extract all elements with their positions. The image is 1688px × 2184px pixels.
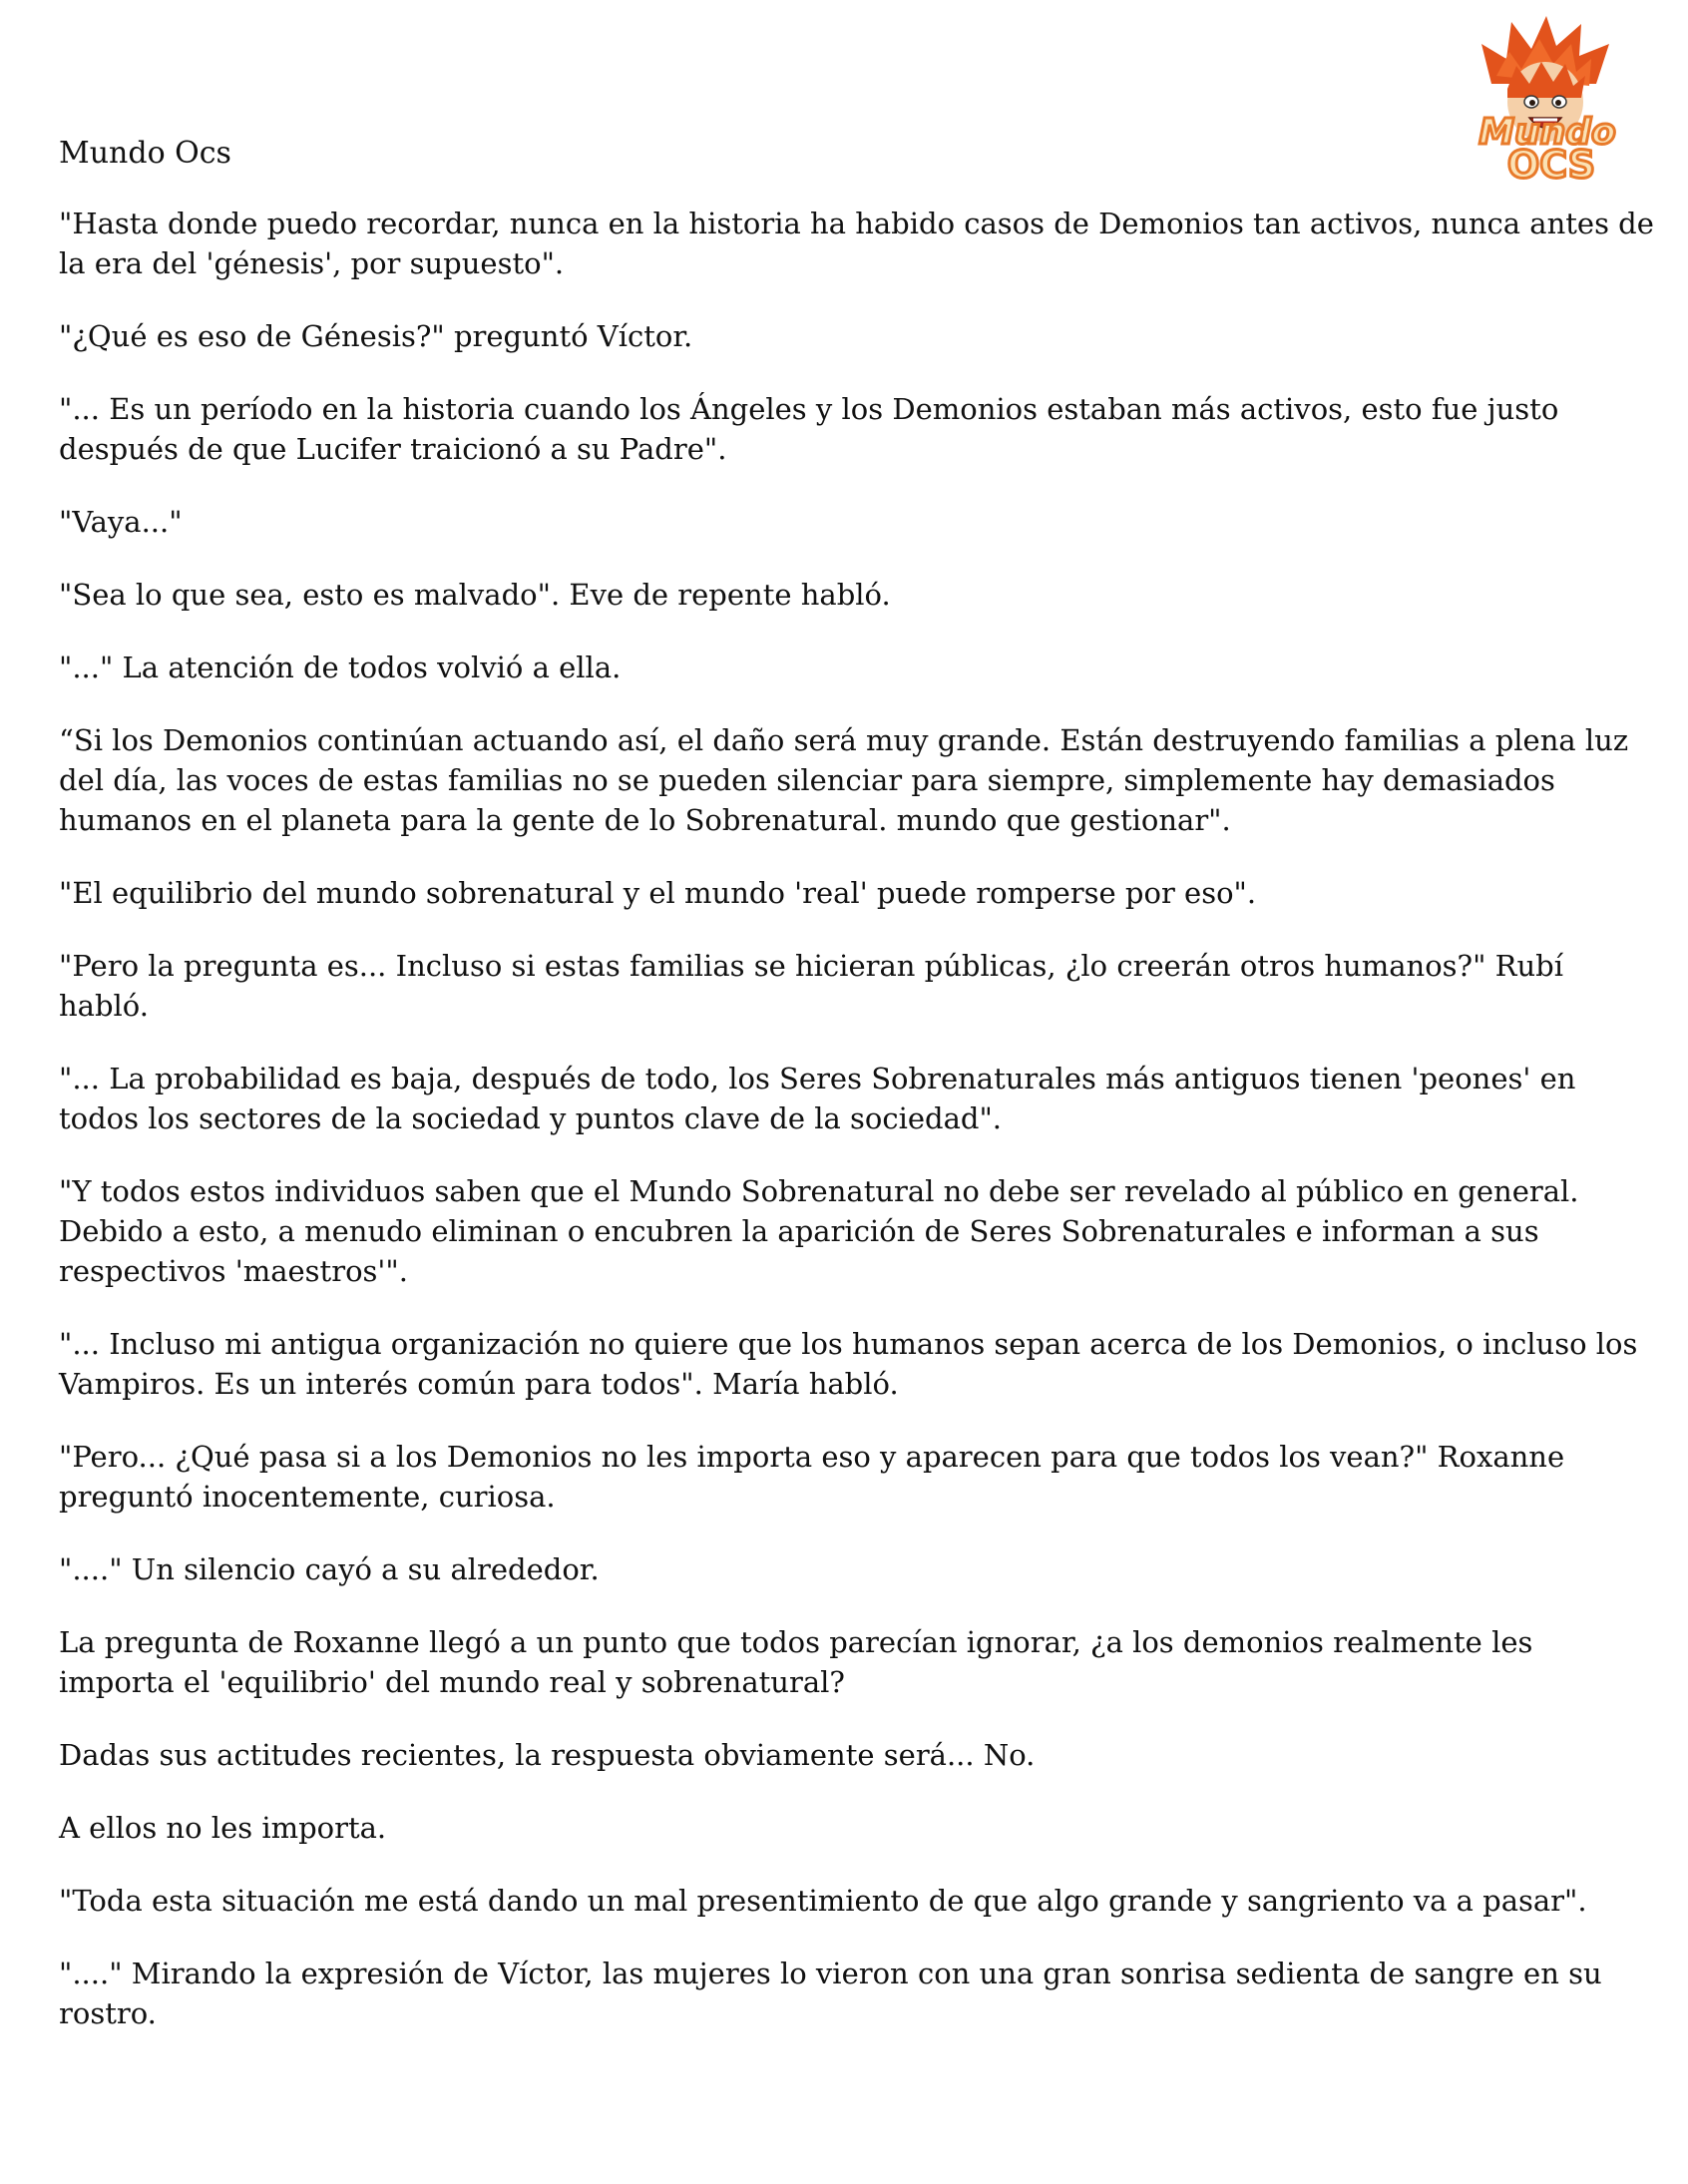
paragraph: A ellos no les importa. <box>59 1811 387 1845</box>
paragraph: "Toda esta situación me está dando un mal presentimiento de que algo grande y sangriento va a pasar". <box>59 1884 1587 1918</box>
paragraph: "...." Mirando la expresión de Víctor, las mujeres lo vieron con una gran sonrisa sedienta de sangre en su rostro. <box>59 1957 1602 2030</box>
paragraph: "El equilibrio del mundo sobrenatural y el mundo 'real' puede romperse por eso". <box>59 876 1257 910</box>
paragraph: "Y todos estos individuos saben que el Mundo Sobrenatural no debe ser revelado al público en general. Debido a esto, a menudo eliminan o encubren la aparición de Seres Sobrenaturales e informan a sus respectivos 'maestros'". <box>59 1174 1579 1288</box>
paragraph: "...." Un silencio cayó a su alrededor. <box>59 1552 600 1586</box>
logo-text-ocs: OCS <box>1506 143 1596 184</box>
page-header-title: Mundo Ocs <box>59 136 231 171</box>
paragraph: “Si los Demonios continúan actuando así, el daño será muy grande. Están destruyendo familias a plena luz del día, las voces de estas familias no se pueden silenciar para siempre, simplemente hay demasiados humanos en el planeta para la gente de lo Sobrenatural. mundo que gestionar". <box>59 723 1629 837</box>
paragraph: "Pero... ¿Qué pasa si a los Demonios no les importa eso y aparecen para que todos los vean?" Roxanne preguntó inocentemente, curiosa. <box>59 1440 1565 1514</box>
paragraph: "Sea lo que sea, esto es malvado". Eve de repente habló. <box>59 578 891 612</box>
paragraph: La pregunta de Roxanne llegó a un punto que todos parecían ignorar, ¿a los demonios realmente les importa el 'equilibrio' del mundo real y sobrenatural? <box>59 1625 1533 1699</box>
paragraph: "... La probabilidad es baja, después de todo, los Seres Sobrenaturales más antiguos tienen 'peones' en todos los sectores de la sociedad y puntos clave de la sociedad". <box>59 1062 1576 1135</box>
document-body <box>59 204 1655 2066</box>
paragraph: "¿Qué es eso de Génesis?" preguntó Víctor. <box>59 319 693 353</box>
logo-text-mundo: Mundo <box>1478 112 1616 153</box>
paragraph: "Pero la pregunta es... Incluso si estas familias se hicieran públicas, ¿lo creerán otros humanos?" Rubí habló. <box>59 949 1563 1023</box>
paragraph: "... Incluso mi antigua organización no quiere que los humanos sepan acerca de los Demonios, o incluso los Vampiros. Es un interés común para todos". María habló. <box>59 1327 1638 1401</box>
paragraph: "... Es un período en la historia cuando los Ángeles y los Demonios estaban más activos, esto fue justo después de que Lucifer traicionó a su Padre". <box>59 392 1559 466</box>
paragraph: "Hasta donde puedo recordar, nunca en la historia ha habido casos de Demonios tan activos, nunca antes de la era del 'génesis', por supuesto". <box>59 207 1654 280</box>
paragraph: Dadas sus actitudes recientes, la respuesta obviamente será... No. <box>59 1738 1036 1772</box>
mundo-ocs-logo <box>1462 14 1633 184</box>
paragraph: "Vaya..." <box>59 505 183 539</box>
paragraph: "..." La atención de todos volvió a ella. <box>59 651 622 684</box>
